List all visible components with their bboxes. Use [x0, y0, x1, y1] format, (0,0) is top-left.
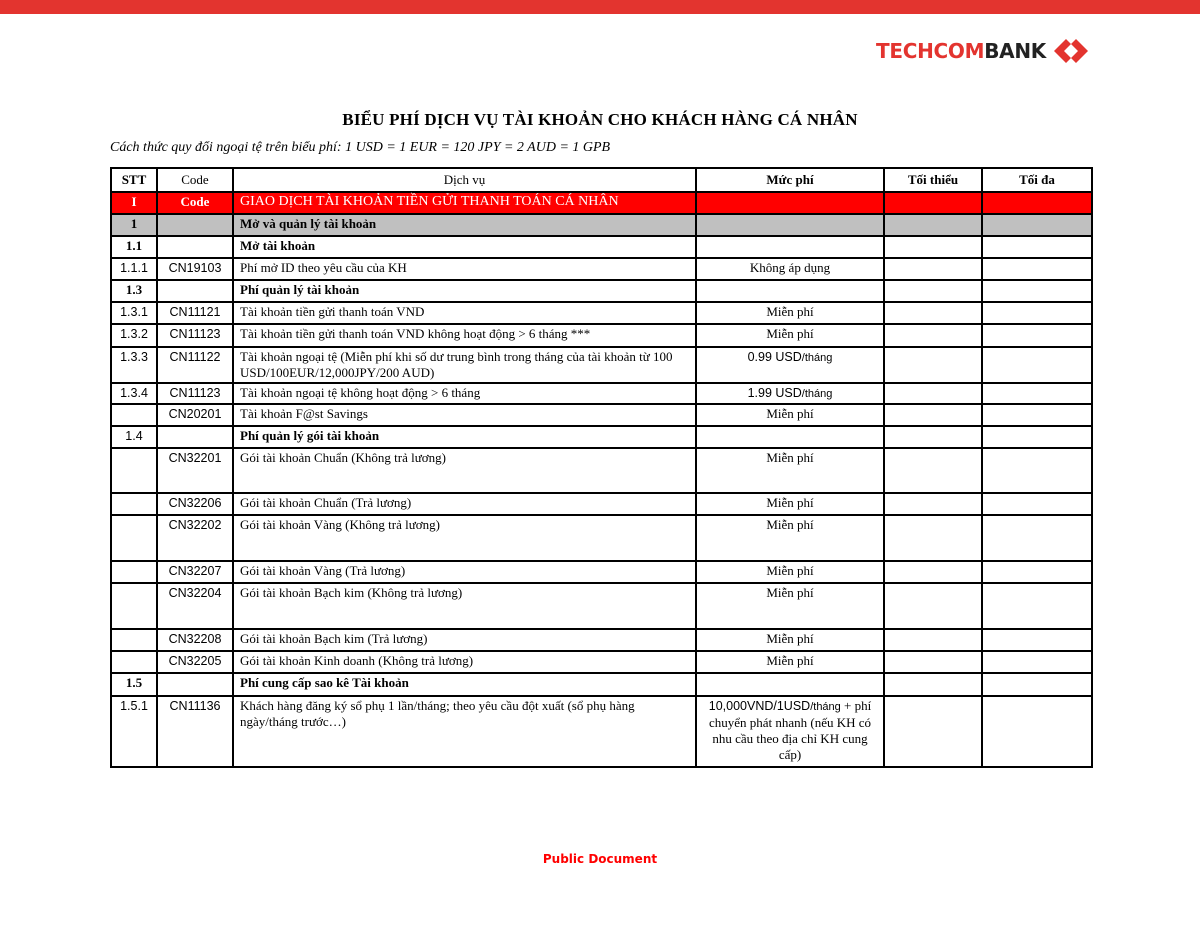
- table-row: [111, 426, 1092, 448]
- fee-unit: /tháng: [801, 388, 833, 400]
- code-cell: CN32206: [157, 493, 233, 515]
- fee-cell: [696, 214, 884, 236]
- stt-cell: [111, 629, 157, 651]
- table-row: [111, 236, 1092, 258]
- service-cell: Tài khoản tiền gửi thanh toán VND không hoạt động > 6 tháng ***: [233, 324, 696, 347]
- table-row: [111, 280, 1092, 302]
- header-service: Dịch vụ: [233, 168, 696, 192]
- min-cell: [884, 383, 982, 404]
- code-cell: CN32201: [157, 448, 233, 493]
- max-cell: [982, 214, 1092, 236]
- service-cell: Gói tài khoản Vàng (Trả lương): [233, 561, 696, 583]
- stt-cell: I: [111, 192, 157, 214]
- code-cell: CN11136: [157, 696, 233, 767]
- public-document-label: Public Document: [542, 852, 658, 866]
- code-cell: CN11123: [157, 324, 233, 347]
- code-cell: CN32202: [157, 515, 233, 561]
- code-cell: CN32208: [157, 629, 233, 651]
- currency-conversion-note: Cách thức quy đổi ngoại tệ trên biểu phí: 1 USD = 1 EUR = 120 JPY = 2 AUD = 1 GPB: [110, 140, 611, 155]
- logo-wordmark: TECHCOMBANK: [876, 39, 1046, 63]
- service-cell: Tài khoản tiền gửi thanh toán VND: [233, 302, 696, 324]
- min-cell: [884, 258, 982, 280]
- code-cell: CN11123: [157, 383, 233, 404]
- min-cell: [884, 561, 982, 583]
- max-cell: [982, 324, 1092, 347]
- min-cell: [884, 493, 982, 515]
- table-row: [111, 347, 1092, 383]
- fee-cell: Không áp dụng: [696, 258, 884, 280]
- code-cell: [157, 280, 233, 302]
- service-cell: Gói tài khoản Kinh doanh (Không trả lương): [233, 651, 696, 673]
- max-cell: [982, 448, 1092, 493]
- stt-cell: 1.5: [111, 673, 157, 696]
- service-cell: Phí quản lý gói tài khoản: [233, 426, 696, 448]
- stt-cell: 1.4: [111, 426, 157, 448]
- service-cell: Tài khoản ngoại tệ (Miễn phí khi số dư trung bình trong tháng của tài khoản từ 100 USD/100EUR/12,000JPY/200 AUD): [233, 347, 696, 383]
- max-cell: [982, 673, 1092, 696]
- table-header-row: [111, 168, 1092, 192]
- min-cell: [884, 192, 982, 214]
- document-title: BIỂU PHÍ DỊCH VỤ TÀI KHOẢN CHO KHÁCH HÀNG CÁ NHÂN: [342, 110, 858, 129]
- min-cell: [884, 696, 982, 767]
- code-cell: [157, 426, 233, 448]
- max-cell: [982, 651, 1092, 673]
- max-cell: [982, 629, 1092, 651]
- stt-cell: [111, 583, 157, 629]
- table-row: [111, 258, 1092, 280]
- min-cell: [884, 448, 982, 493]
- min-cell: [884, 673, 982, 696]
- fee-cell: [696, 383, 884, 404]
- service-cell: Gói tài khoản Chuẩn (Không trả lương): [233, 448, 696, 493]
- table-row: [111, 383, 1092, 404]
- diamond-logo-icon: [1054, 37, 1088, 65]
- fee-cell: [696, 236, 884, 258]
- service-cell: Gói tài khoản Vàng (Không trả lương): [233, 515, 696, 561]
- code-cell: CN11121: [157, 302, 233, 324]
- top-accent-bar: [0, 0, 1200, 14]
- header-code: Code: [157, 168, 233, 192]
- stt-cell: [111, 561, 157, 583]
- code-cell: [157, 236, 233, 258]
- max-cell: [982, 561, 1092, 583]
- max-cell: [982, 426, 1092, 448]
- service-cell: Gói tài khoản Bạch kim (Không trả lương): [233, 583, 696, 629]
- stt-cell: 1.3.1: [111, 302, 157, 324]
- service-cell: Tài khoản ngoại tệ không hoạt động > 6 tháng: [233, 383, 696, 404]
- service-cell: Phí quản lý tài khoản: [233, 280, 696, 302]
- fee-unit: /tháng: [810, 701, 841, 713]
- max-cell: [982, 280, 1092, 302]
- min-cell: [884, 426, 982, 448]
- fee-amount: 0.99 USD: [747, 350, 802, 364]
- stt-cell: 1.5.1: [111, 696, 157, 767]
- fee-cell: [696, 280, 884, 302]
- stt-cell: 1.3.4: [111, 383, 157, 404]
- min-cell: [884, 236, 982, 258]
- min-cell: [884, 651, 982, 673]
- fee-cell: [696, 673, 884, 696]
- stt-cell: 1.3.2: [111, 324, 157, 347]
- code-cell: CN19103: [157, 258, 233, 280]
- fee-amount: 10,000VND/1USD: [708, 699, 811, 713]
- stt-cell: 1.1.1: [111, 258, 157, 280]
- header-min: Tối thiểu: [884, 168, 982, 192]
- code-cell: [157, 214, 233, 236]
- fee-cell: Miễn phí: [696, 515, 884, 561]
- fee-cell: Miễn phí: [696, 448, 884, 493]
- table-row: [111, 404, 1092, 426]
- fee-cell: Miễn phí: [696, 583, 884, 629]
- stt-cell: 1.3.3: [111, 347, 157, 383]
- service-cell: GIAO DỊCH TÀI KHOẢN TIỀN GỬI THANH TOÁN CÁ NHÂN: [233, 192, 696, 214]
- table-row: [111, 302, 1092, 324]
- service-cell: Gói tài khoản Chuẩn (Trả lương): [233, 493, 696, 515]
- table-row: [111, 629, 1092, 651]
- fee-table: [110, 167, 1093, 768]
- fee-cell: [696, 696, 884, 767]
- code-cell: CN11122: [157, 347, 233, 383]
- code-cell: CN32207: [157, 561, 233, 583]
- fee-cell: [696, 192, 884, 214]
- code-cell: CN20201: [157, 404, 233, 426]
- service-cell: Khách hàng đăng ký sổ phụ 1 lần/tháng; theo yêu cầu đột xuất (sổ phụ hàng ngày/tháng trước…): [233, 696, 696, 767]
- min-cell: [884, 324, 982, 347]
- min-cell: [884, 347, 982, 383]
- fee-amount: 1.99 USD: [747, 386, 802, 400]
- table-row: [111, 651, 1092, 673]
- table-row: [111, 673, 1092, 696]
- table-row: [111, 448, 1092, 493]
- code-cell: Code: [157, 192, 233, 214]
- fee-unit: /tháng: [801, 352, 833, 364]
- code-cell: [157, 673, 233, 696]
- max-cell: [982, 258, 1092, 280]
- stt-cell: [111, 515, 157, 561]
- max-cell: [982, 493, 1092, 515]
- table-row: [111, 214, 1092, 236]
- stt-cell: [111, 448, 157, 493]
- fee-cell: Miễn phí: [696, 404, 884, 426]
- stt-cell: 1: [111, 214, 157, 236]
- fee-cell: [696, 426, 884, 448]
- service-cell: Mở tài khoản: [233, 236, 696, 258]
- min-cell: [884, 214, 982, 236]
- header-fee: Mức phí: [696, 168, 884, 192]
- table-row: [111, 561, 1092, 583]
- table-row: [111, 493, 1092, 515]
- service-cell: Tài khoản F@st Savings: [233, 404, 696, 426]
- min-cell: [884, 629, 982, 651]
- max-cell: [982, 404, 1092, 426]
- fee-cell: Miễn phí: [696, 629, 884, 651]
- code-cell: CN32204: [157, 583, 233, 629]
- table-row: [111, 583, 1092, 629]
- fee-extra-note: + phí chuyển phát nhanh (nếu KH có nhu cầu theo địa chỉ KH cung cấp): [708, 698, 872, 762]
- max-cell: [982, 347, 1092, 383]
- min-cell: [884, 515, 982, 561]
- fee-cell: Miễn phí: [696, 324, 884, 347]
- header-max: Tối đa: [982, 168, 1092, 192]
- max-cell: [982, 583, 1092, 629]
- table-row: [111, 324, 1092, 347]
- stt-cell: 1.3: [111, 280, 157, 302]
- stt-cell: [111, 651, 157, 673]
- min-cell: [884, 280, 982, 302]
- code-cell: CN32205: [157, 651, 233, 673]
- table-row: [111, 696, 1092, 767]
- fee-cell: Miễn phí: [696, 561, 884, 583]
- stt-cell: [111, 404, 157, 426]
- service-cell: Phí cung cấp sao kê Tài khoản: [233, 673, 696, 696]
- max-cell: [982, 696, 1092, 767]
- max-cell: [982, 515, 1092, 561]
- max-cell: [982, 302, 1092, 324]
- service-cell: Phí mở ID theo yêu cầu của KH: [233, 258, 696, 280]
- fee-cell: Miễn phí: [696, 302, 884, 324]
- min-cell: [884, 302, 982, 324]
- stt-cell: [111, 493, 157, 515]
- table-row: [111, 515, 1092, 561]
- service-cell: Gói tài khoản Bạch kim (Trả lương): [233, 629, 696, 651]
- techcombank-logo: [876, 36, 1088, 66]
- fee-cell: Miễn phí: [696, 651, 884, 673]
- stt-cell: 1.1: [111, 236, 157, 258]
- fee-cell: [696, 347, 884, 383]
- fee-cell: Miễn phí: [696, 493, 884, 515]
- service-cell: Mở và quản lý tài khoản: [233, 214, 696, 236]
- max-cell: [982, 236, 1092, 258]
- min-cell: [884, 583, 982, 629]
- max-cell: [982, 192, 1092, 214]
- header-stt: STT: [111, 168, 157, 192]
- max-cell: [982, 383, 1092, 404]
- min-cell: [884, 404, 982, 426]
- table-row: [111, 192, 1092, 214]
